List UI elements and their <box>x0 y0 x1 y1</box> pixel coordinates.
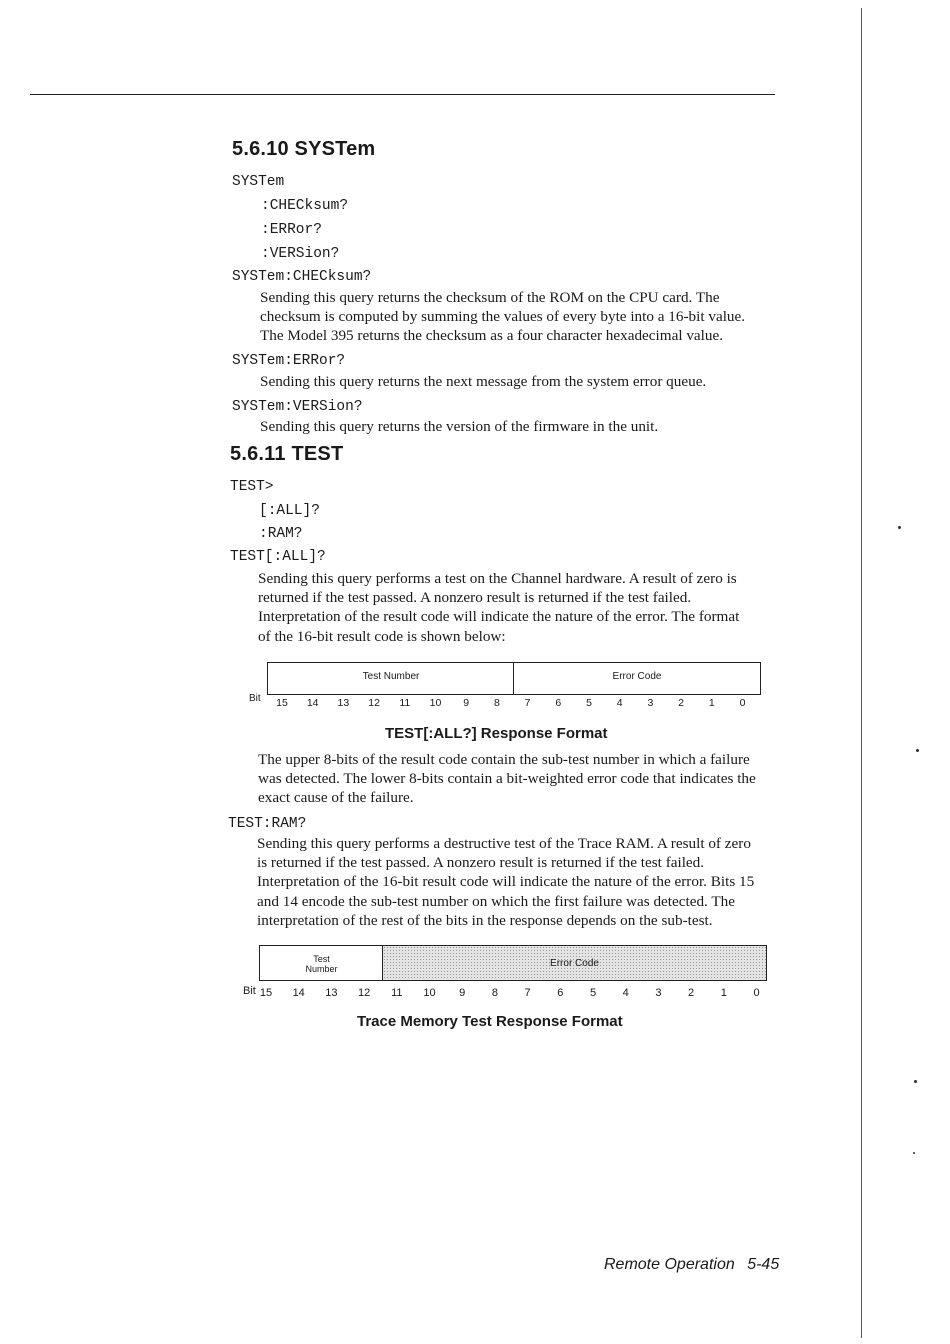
scan-speck <box>914 1080 917 1083</box>
bit-number: 12 <box>368 697 380 709</box>
description-test-all-followup: The upper 8-bits of the result code contain the sub-test number in which a failure was detected. The lower 8-bits contain a bit-weighted error code that indicates the exact cause of the failure. <box>258 751 756 807</box>
figure-caption-test-all: TEST[:ALL?] Response Format <box>385 725 608 742</box>
footer-page-number: 5-45 <box>747 1256 780 1273</box>
bit-label: Bit <box>249 693 261 704</box>
bit-number: 10 <box>423 987 436 999</box>
bit-number: 8 <box>491 987 498 999</box>
bit-number: 3 <box>647 697 654 709</box>
subcommand: :RAM? <box>259 526 303 542</box>
command-test-ram: TEST:RAM? <box>228 816 307 832</box>
description-version: Sending this query returns the version of the firmware in the unit. <box>260 418 659 435</box>
bit-number: 9 <box>459 987 466 999</box>
bit-number: 0 <box>739 697 746 709</box>
bit-number: 15 <box>276 697 288 709</box>
bit-number: 12 <box>357 987 371 999</box>
subcommand: :CHECksum? <box>261 198 349 214</box>
bit-number: 13 <box>337 697 350 709</box>
bit-number: 0 <box>753 987 760 999</box>
bit-number: 1 <box>708 697 715 709</box>
bit-number: 7 <box>524 697 531 709</box>
bit-number: 2 <box>688 987 695 999</box>
bit-number: 3 <box>655 987 662 999</box>
subcommand: [:ALL]? <box>259 503 320 519</box>
header-rule <box>30 94 775 95</box>
description-checksum: Sending this query returns the checksum of the ROM on the CPU card. The checksum is computed by summing the values of every byte into a 16-bit value. The Model 395 returns the checksum as a four character hexadecimal value. <box>260 289 746 345</box>
bit-number: 5 <box>589 987 597 999</box>
bit-number: 9 <box>463 697 470 709</box>
command-system-version: SYSTem:VERSion? <box>232 399 363 415</box>
bit-number: 2 <box>678 697 685 709</box>
bit-number: 10 <box>429 697 442 709</box>
bit-number: 4 <box>616 697 623 709</box>
bit-number: 15 <box>259 987 273 999</box>
command-test-all: TEST[:ALL]? <box>230 549 326 565</box>
footer-section-name: Remote Operation <box>604 1256 735 1273</box>
page-footer <box>604 1256 779 1274</box>
bit-number: 1 <box>720 987 727 999</box>
field-test-number: Test Number <box>267 662 515 695</box>
section-heading-test: 5.6.11 TEST <box>230 443 344 465</box>
bit-number: 11 <box>399 697 411 709</box>
scan-speck <box>916 749 919 752</box>
bit-number: 14 <box>292 987 305 999</box>
bit-label: Bit <box>243 985 256 997</box>
subcommand: :VERSion? <box>261 246 340 262</box>
bit-number: 4 <box>622 987 629 999</box>
description-test-ram: Sending this query performs a destructive test of the Trace RAM. A result of zero is returned if the test passed. A nonzero result is returned if the test failed. Interpretation of the 16-bit result code will indicate the nature of the error. Bits 15 and 14 encode the sub-test number on which the first failure was detected. The interpretation of the rest of the bits in the response depends on the sub-test. <box>257 835 755 929</box>
scan-speck <box>913 1152 915 1154</box>
bit-number: 6 <box>555 697 562 709</box>
command-system-checksum: SYSTem:CHECksum? <box>232 269 372 285</box>
command-root-test: TEST> <box>230 479 274 495</box>
command-root-system: SYSTem <box>232 174 285 190</box>
field-test-number-2bit: Test Number <box>259 945 384 981</box>
field-error-code: Error Code <box>513 662 761 695</box>
bit-number: 14 <box>306 697 319 709</box>
description-test-all: Sending this query performs a test on the Channel hardware. A result of zero is returned if the test passed. A nonzero result is returned if the test failed. Interpretation of the result code will indicate the nature of the error. The format of the 16-bit result code is shown below: <box>258 570 740 645</box>
bit-number: 7 <box>524 987 531 999</box>
bit-number: 8 <box>493 697 500 709</box>
binding-edge-line <box>861 8 862 1338</box>
bit-number: 11 <box>391 987 403 999</box>
scan-speck <box>898 526 901 529</box>
figure-caption-trace-memory: Trace Memory Test Response Format <box>357 1013 623 1030</box>
bit-number: 13 <box>325 987 338 999</box>
section-heading-system: 5.6.10 SYSTem <box>232 138 376 160</box>
bit-number: 6 <box>557 987 564 999</box>
command-system-error: SYSTem:ERRor? <box>232 353 346 369</box>
bit-number: 5 <box>586 697 592 709</box>
field-error-code-shaded: Error Code <box>382 945 767 981</box>
subcommand: :ERRor? <box>261 222 322 238</box>
description-error: Sending this query returns the next message from the system error queue. <box>260 373 707 390</box>
